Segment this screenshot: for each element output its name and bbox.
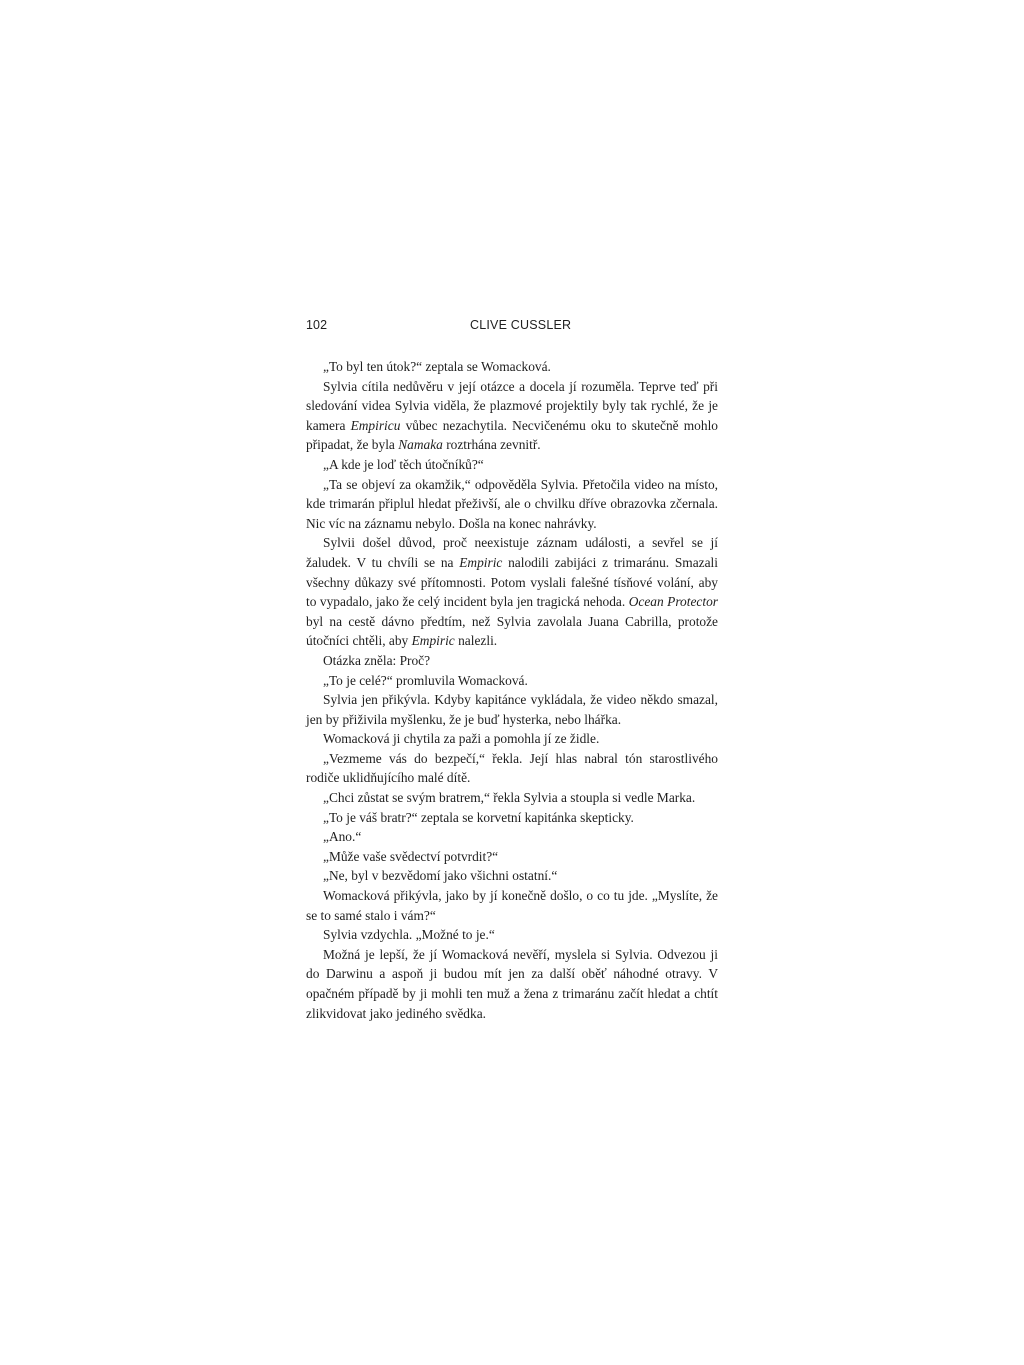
paragraph xyxy=(306,788,718,808)
paragraph xyxy=(306,729,718,749)
italic-text: Ocean Protector xyxy=(628,594,718,610)
body-text xyxy=(306,357,718,1023)
paragraph xyxy=(306,945,718,1023)
text-run: „To je celé?“ promluvila Womacková. xyxy=(323,672,528,688)
text-run: „Ta se objeví za okamžik,“ odpověděla Sylvia. Přetočila video na místo, kde trimarán připlul hledat přeživší, ale o chvilku dříve obrazovka zčernala. Nic víc na záznamu nebylo. Došla na konec nahrávky. xyxy=(306,476,718,531)
paragraph xyxy=(306,533,718,651)
text-run: „Vezmeme vás do bezpečí,“ řekla. Její hlas nabral tón starostlivého rodiče uklidňujícího malé dítě. xyxy=(306,750,718,786)
paragraph xyxy=(306,847,718,867)
text-run: roztrhána zevnitř. xyxy=(442,437,541,453)
text-run: Otázka zněla: Proč? xyxy=(323,652,431,668)
text-run: „Ano.“ xyxy=(323,829,362,845)
text-run: „A kde je loď těch útočníků?“ xyxy=(323,456,484,472)
text-run: „Může vaše svědectví potvrdit?“ xyxy=(323,848,499,864)
text-run: Sylvia vzdychla. „Možné to je.“ xyxy=(323,927,495,943)
paragraph xyxy=(306,455,718,475)
italic-text: Namaka xyxy=(398,437,443,453)
text-run: byl na cestě dávno předtím, než Sylvia zavolala Juana Cabrilla, protože útočníci chtěli, aby xyxy=(306,613,718,649)
paragraph xyxy=(306,690,718,729)
paragraph xyxy=(306,886,718,925)
running-head xyxy=(306,318,718,336)
text-run: „To byl ten útok?“ zeptala se Womacková. xyxy=(323,359,551,374)
text-run: vůbec nezachytila. Necvičenému oku to skutečně mohlo připadat, že byla xyxy=(306,417,718,453)
text-run: Možná je lepší, že jí Womacková nevěří, myslela si Sylvia. Odvezou ji do Darwinu a aspoň ji budou mít jen za další oběť náhodné otravy. V opačném případě by ji mohli ten muž a žena z trimaránu začít hledat a chtít zlikvidovat jako jediného svědka. xyxy=(306,946,718,1021)
text-run: nalodili zabijáci z trimaránu. Smazali všechny důkazy své přítomnosti. Potom vyslali falešné tísňové volání, aby to vypadalo, jako že celý incident byla jen tragická nehoda. xyxy=(306,554,718,610)
paragraph xyxy=(306,377,718,455)
text-run: „Ne, byl v bezvědomí jako všichni ostatní.“ xyxy=(323,868,558,884)
text-run: „To je váš bratr?“ zeptala se korvetní kapitánka skepticky. xyxy=(323,809,634,825)
text-run: Sylvia cítila nedůvěru v její otázce a docela jí rozuměla. Teprve teď při sledování videa Sylvia viděla, že plazmové projektily byly tak rychlé, že je kamera xyxy=(306,378,718,433)
page-number: 102 xyxy=(306,318,328,332)
paragraph xyxy=(306,475,718,534)
paragraph xyxy=(306,749,718,788)
text-run: Sylvia jen přikývla. Kdyby kapitánce vykládala, že video někdo smazal, jen by přiživila myšlenku, že je buď hysterka, nebo lhářka. xyxy=(306,692,718,727)
text-run: Womacková ji chytila za paži a pomohla jí ze židle. xyxy=(323,731,600,747)
italic-text: Empiric xyxy=(459,554,503,570)
paragraph xyxy=(306,866,718,886)
paragraph xyxy=(306,651,718,671)
italic-text: Empiric xyxy=(411,633,455,649)
text-run: „Chci zůstat se svým bratrem,“ řekla Sylvia a stoupla si vedle Marka. xyxy=(323,790,696,806)
paragraph xyxy=(306,827,718,847)
italic-text: Empiricu xyxy=(350,417,401,433)
paragraph xyxy=(306,925,718,945)
paragraph xyxy=(306,357,718,377)
text-run: nalezli. xyxy=(454,633,498,649)
text-run: Sylvii došel důvod, proč neexistuje záznam události, a sevřel se jí žaludek. V tu chvíli se na xyxy=(306,535,718,570)
book-author: CLIVE CUSSLER xyxy=(470,318,572,332)
paragraph xyxy=(306,808,718,828)
text-run: Womacková přikývla, jako by jí konečně došlo, o co tu jde. „Myslíte, že se to samé stalo i vám?“ xyxy=(306,888,718,923)
paragraph xyxy=(306,671,718,691)
